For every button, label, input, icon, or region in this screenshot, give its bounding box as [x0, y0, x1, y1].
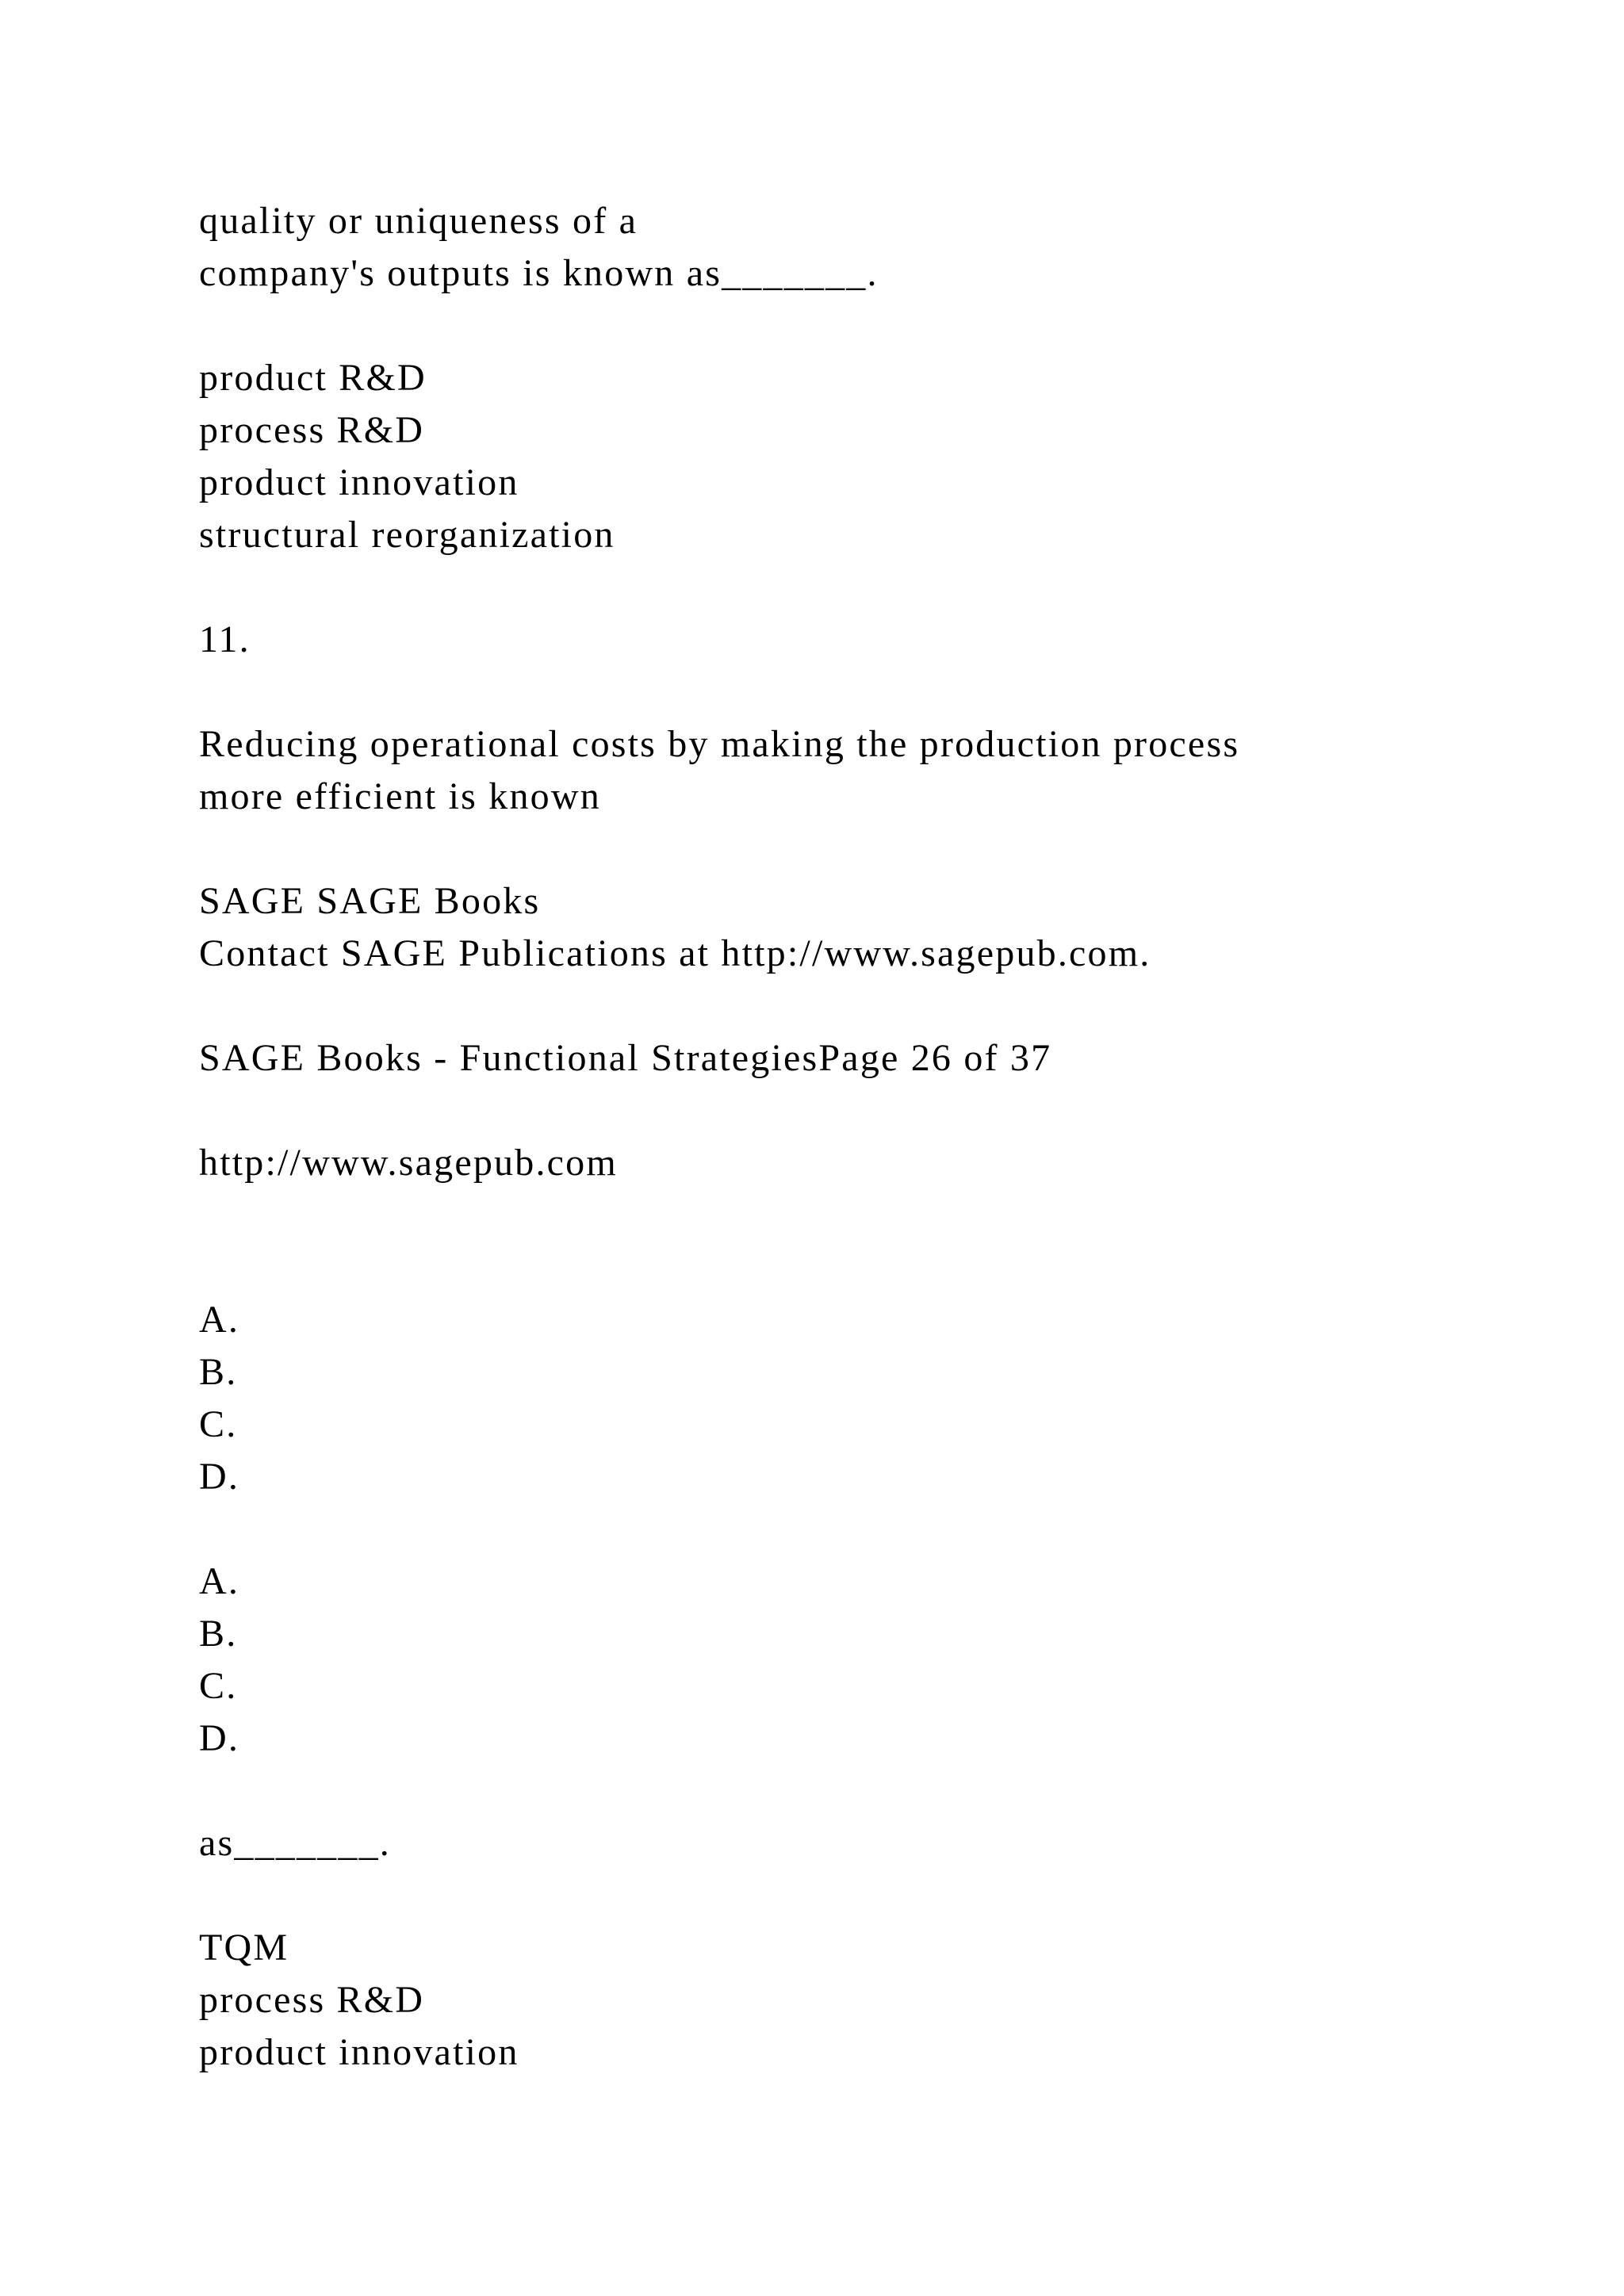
question-text-continuation: as_______.: [199, 1822, 391, 1864]
answer-option: process R&D: [199, 409, 425, 451]
option-letter: A.: [199, 1299, 240, 1341]
option-letter: C.: [199, 1665, 238, 1707]
answer-option: product R&D: [199, 357, 427, 399]
page-info-line: SAGE Books - Functional StrategiesPage 26 of 37: [199, 1037, 1052, 1079]
option-letter: B.: [199, 1351, 238, 1393]
option-letters-group-1: [199, 1294, 1624, 1503]
question-11-options: [199, 1922, 1624, 2079]
option-letter: D.: [199, 1717, 240, 1759]
url-line: http://www.sagepub.com: [199, 1142, 618, 1184]
answer-option: process R&D: [199, 1979, 425, 2021]
option-letter: A.: [199, 1560, 240, 1602]
page-footer: [199, 875, 1624, 1189]
question-number: 11.: [199, 618, 251, 660]
option-letter: C.: [199, 1403, 238, 1445]
question-10-stem: [199, 195, 1624, 300]
answer-option: product innovation: [199, 461, 519, 503]
answer-option: TQM: [199, 1927, 289, 1969]
option-letters-group-2: [199, 1556, 1624, 1765]
question-11-stem: [199, 718, 1624, 823]
question-text-line: quality or uniqueness of a: [199, 200, 638, 242]
question-10-options: [199, 352, 1624, 561]
publisher-line: SAGE SAGE Books: [199, 880, 541, 922]
question-text-line: Reducing operational costs by making the production process: [199, 723, 1240, 765]
contact-line: Contact SAGE Publications at http://www.sagepub.com.: [199, 932, 1151, 974]
option-letter: B.: [199, 1613, 238, 1655]
question-text-line: more efficient is known: [199, 775, 601, 817]
answer-option: structural reorganization: [199, 514, 615, 556]
option-letter: D.: [199, 1456, 240, 1498]
answer-option: product innovation: [199, 2031, 519, 2073]
document-page: [199, 195, 1624, 2079]
question-text-line: company's outputs is known as_______.: [199, 252, 879, 294]
